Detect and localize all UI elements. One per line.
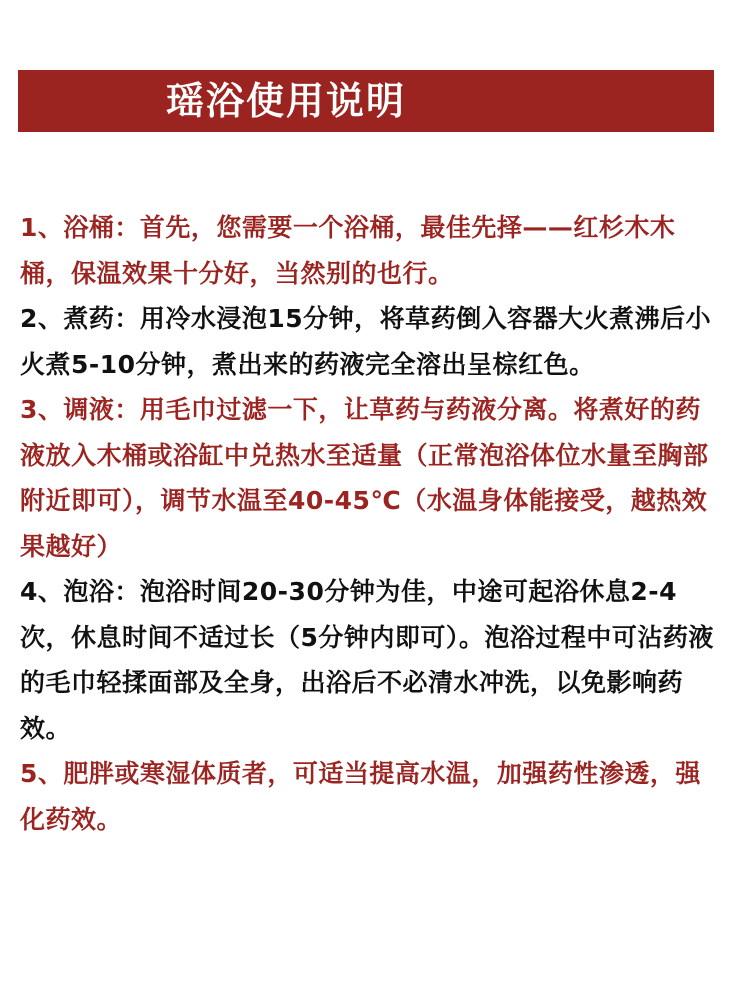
step-1: 1、浴桶：首先，您需要一个浴桶，最佳先择——红杉木木桶，保温效果十分好，当然别的也行。 [20,213,676,288]
step-3: 3、调液：用毛巾过滤一下，让草药与药液分离。将煮好的药液放入木桶或浴缸中兑热水至适量（正常泡浴体位水量至胸部附近即可），调节水温至40-45℃（水温身体能接受，越热效果越好） [20,395,709,561]
page-title: 瑶浴使用说明 [166,79,407,123]
step-4: 4、泡浴：泡浴时间20-30分钟为佳，中途可起浴休息2-4次，休息时间不适过长（5分钟内即可）。泡浴过程中可沾药液的毛巾轻揉面部及全身，出浴后不必清水冲洗，以免影响药效。 [20,577,714,743]
step-2: 2、煮药：用冷水浸泡15分钟，将草药倒入容器大火煮沸后小火煮5-10分钟，煮出来的药液完全溶出呈棕红色。 [20,304,712,379]
instruction-list [20,205,720,842]
step-5: 5、肥胖或寒湿体质者，可适当提高水温，加强药性渗透，强化药效。 [20,759,701,834]
title-banner [18,70,714,132]
